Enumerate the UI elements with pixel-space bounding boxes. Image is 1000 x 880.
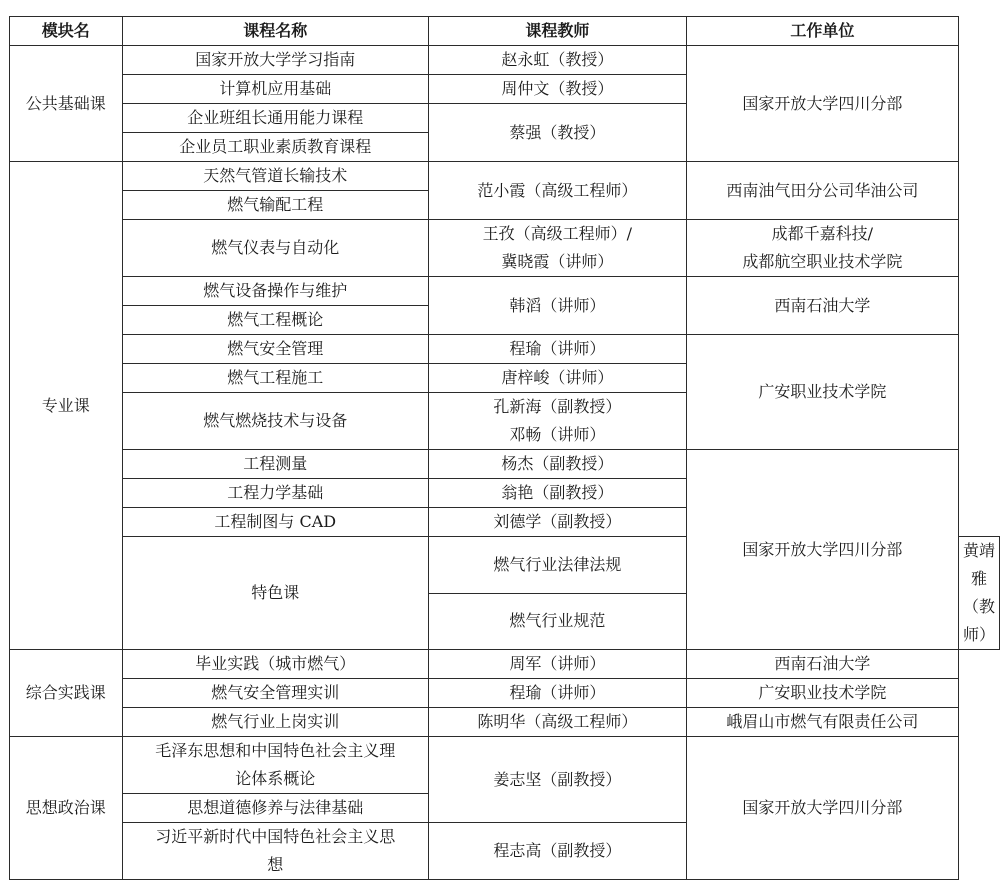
course-cell: 燃气仪表与自动化 [122,220,429,277]
teacher-cell: 孔新海（副教授） 邓畅（讲师） [429,393,687,450]
course-cell: 燃气安全管理实训 [122,679,429,708]
unit-cell: 西南石油大学 [686,277,958,335]
table-row [10,335,1000,364]
header-module: 模块名 [10,17,123,46]
course-cell: 燃气工程概论 [122,306,429,335]
module-cell: 公共基础课 [10,46,123,162]
teacher-cell: 黄靖雅（教师） [959,537,1000,650]
table-row [10,277,1000,306]
course-cell: 思想道德修养与法律基础 [122,794,429,823]
course-cell: 燃气行业法律法规 [429,537,687,594]
teacher-cell: 范小霞（高级工程师） [429,162,687,220]
teacher-cell: 周军（讲师） [429,650,687,679]
teacher-cell: 唐梓峻（讲师） [429,364,687,393]
course-cell: 燃气安全管理 [122,335,429,364]
table-row [10,737,1000,794]
module-cell: 专业课 [10,162,123,650]
course-cell: 燃气燃烧技术与设备 [122,393,429,450]
module-cell: 思想政治课 [10,737,123,880]
course-cell: 国家开放大学学习指南 [122,46,429,75]
unit-cell: 国家开放大学四川分部 [686,46,958,162]
teacher-cell: 韩滔（讲师） [429,277,687,335]
unit-cell: 广安职业技术学院 [686,679,958,708]
course-cell: 燃气工程施工 [122,364,429,393]
course-cell: 习近平新时代中国特色社会主义思 想 [122,823,429,880]
table-row [10,220,1000,277]
course-cell: 燃气行业上岗实训 [122,708,429,737]
course-cell: 燃气行业规范 [429,593,687,650]
course-cell: 工程制图与 CAD [122,508,429,537]
table-row [10,708,1000,737]
teacher-cell: 程志高（副教授） [429,823,687,880]
header-course: 课程名称 [122,17,429,46]
teacher-cell: 刘德学（副教授） [429,508,687,537]
unit-cell: 西南石油大学 [686,650,958,679]
course-cell: 工程力学基础 [122,479,429,508]
unit-cell: 国家开放大学四川分部 [686,737,958,880]
teacher-cell: 陈明华（高级工程师） [429,708,687,737]
teacher-cell: 蔡强（教授） [429,104,687,162]
header-teacher: 课程教师 [429,17,687,46]
teacher-cell: 王孜（高级工程师）/ 冀晓霞（讲师） [429,220,687,277]
teacher-cell: 杨杰（副教授） [429,450,687,479]
course-cell: 毕业实践（城市燃气） [122,650,429,679]
course-cell: 企业班组长通用能力课程 [122,104,429,133]
unit-cell: 成都千嘉科技/ 成都航空职业技术学院 [686,220,958,277]
course-cell: 燃气输配工程 [122,191,429,220]
unit-cell: 西南油气田分公司华油公司 [686,162,958,220]
table-row [10,650,1000,679]
course-cell: 工程测量 [122,450,429,479]
module-cell: 特色课 [122,537,429,650]
module-cell: 综合实践课 [10,650,123,737]
table-row [10,162,1000,191]
teacher-cell: 翁艳（副教授） [429,479,687,508]
teacher-cell: 赵永虹（教授） [429,46,687,75]
course-cell: 天然气管道长输技术 [122,162,429,191]
course-table [9,16,1000,880]
teacher-cell: 程瑜（讲师） [429,679,687,708]
unit-cell: 国家开放大学四川分部 [686,450,958,650]
teacher-cell: 周仲文（教授） [429,75,687,104]
course-cell: 毛泽东思想和中国特色社会主义理 论体系概论 [122,737,429,794]
table-row [10,450,1000,479]
course-cell: 燃气设备操作与维护 [122,277,429,306]
unit-cell: 广安职业技术学院 [686,335,958,450]
table-row [10,46,1000,75]
course-cell: 企业员工职业素质教育课程 [122,133,429,162]
header-unit: 工作单位 [686,17,958,46]
header-row [10,17,1000,46]
table-row [10,679,1000,708]
unit-cell: 峨眉山市燃气有限责任公司 [686,708,958,737]
teacher-cell: 程瑜（讲师） [429,335,687,364]
course-cell: 计算机应用基础 [122,75,429,104]
teacher-cell: 姜志坚（副教授） [429,737,687,823]
